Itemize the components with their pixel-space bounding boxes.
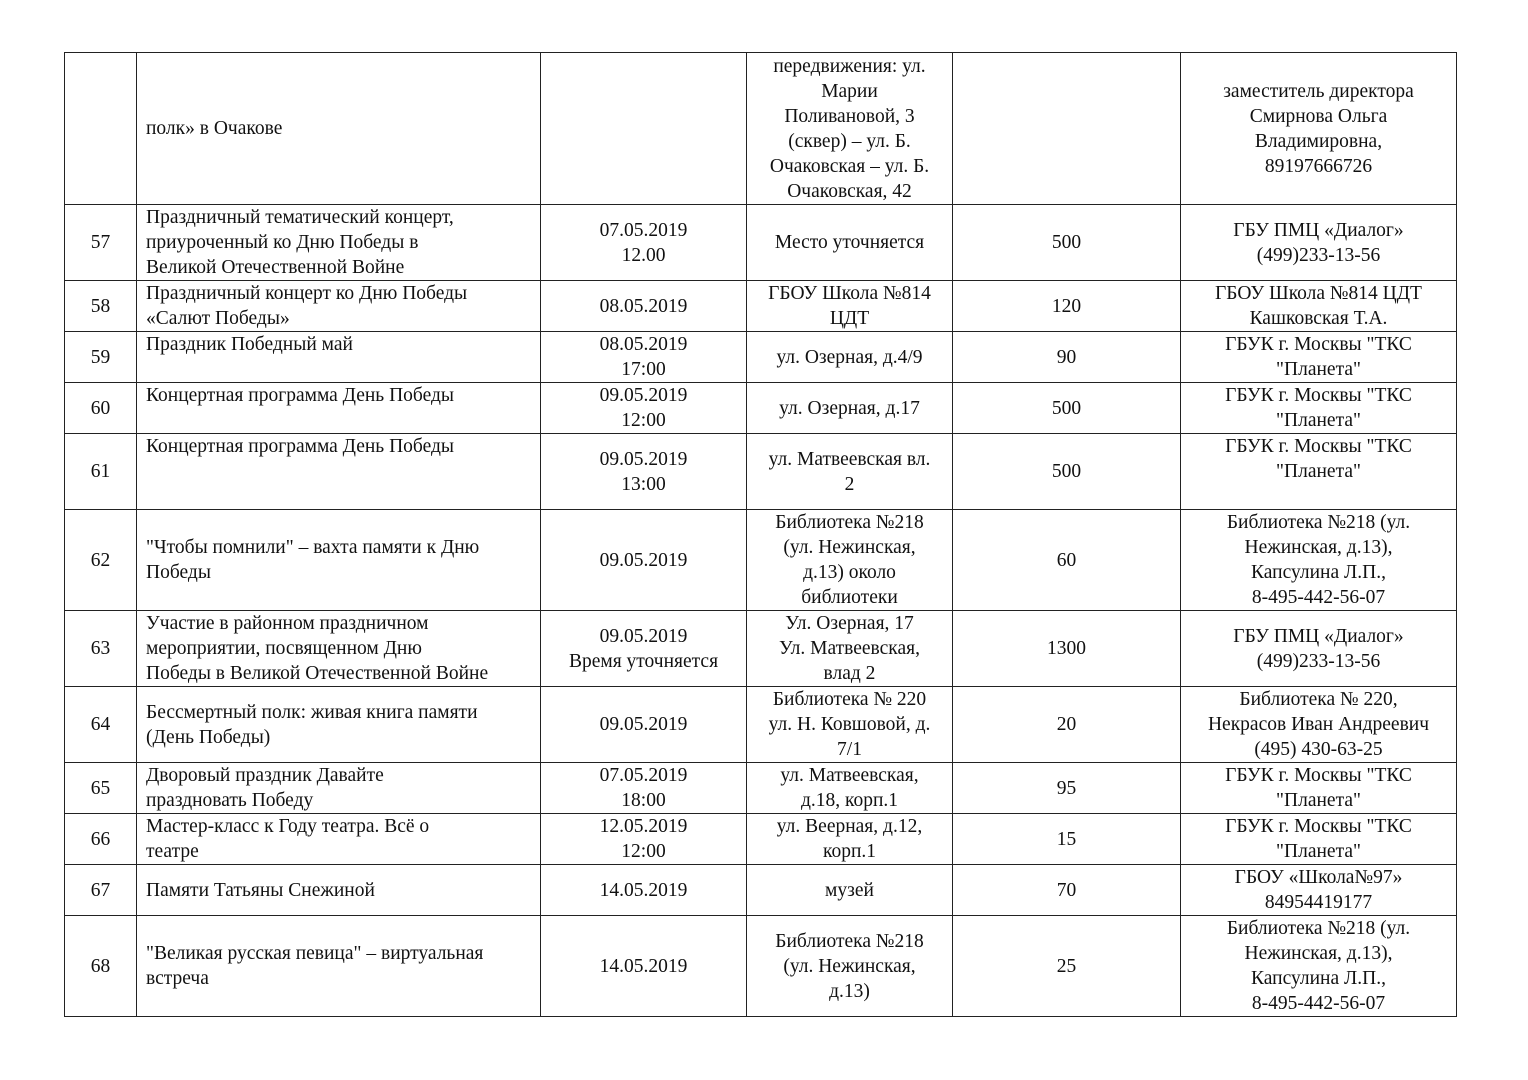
row-number-cell: 59	[65, 332, 137, 383]
table-row	[65, 281, 1457, 332]
row-number-cell: 61	[65, 434, 137, 510]
row-number-cell	[65, 53, 137, 205]
participants-count-cell: 15	[953, 814, 1181, 865]
cell-line: заместитель директора	[1223, 80, 1414, 102]
cell-line: Некрасов Иван Андреевич	[1207, 714, 1430, 735]
participants-count-cell: 120	[953, 281, 1181, 332]
cell-line: д.18, корп.1	[800, 790, 899, 811]
cell-line: 09.05.2019	[599, 549, 688, 571]
cell-line: «Салют Победы»	[146, 308, 290, 329]
cell-line: Библиотека № 220	[772, 689, 927, 710]
event-location-cell	[747, 611, 953, 687]
row-number-cell: 67	[65, 865, 137, 916]
organizer-cell	[1181, 814, 1457, 865]
cell-line: Поливановой, 3	[784, 105, 915, 127]
organizer-cell	[1181, 434, 1457, 510]
table-row	[65, 510, 1457, 611]
event-date-cell	[541, 687, 747, 763]
event-date-cell	[541, 332, 747, 383]
cell-line: "Чтобы помнили" – вахта памяти к Дню	[146, 537, 480, 558]
cell-line: 14.05.2019	[599, 879, 688, 901]
cell-line: Очаковская – ул. Б.	[769, 155, 930, 177]
event-name-cell	[137, 383, 541, 434]
cell-line: Библиотека №218 (ул.	[1226, 918, 1411, 939]
cell-line: ГБОУ Школа №814 ЦДТ	[1215, 283, 1422, 304]
cell-line: 07.05.2019	[599, 765, 688, 786]
cell-line: "Планета"	[1276, 790, 1361, 811]
row-number-cell: 57	[65, 205, 137, 281]
cell-line: 7/1	[837, 739, 862, 760]
events-table-body	[65, 53, 1457, 1017]
event-date-cell	[541, 763, 747, 814]
cell-line: ул. Озерная, д.17	[779, 397, 920, 419]
cell-line: Ул. Озерная, 17	[785, 613, 914, 634]
participants-count-cell: 95	[953, 763, 1181, 814]
event-location-cell	[747, 281, 953, 332]
row-number-cell: 62	[65, 510, 137, 611]
cell-line: Ул. Матвеевская,	[779, 638, 920, 659]
row-number-cell: 65	[65, 763, 137, 814]
cell-line: Победы	[146, 562, 211, 583]
cell-line: Бессмертный полк: живая книга памяти	[146, 701, 478, 723]
cell-line: ГБУК г. Москвы "ТКС	[1225, 816, 1412, 837]
cell-line: полк» в Очакове	[146, 118, 283, 139]
cell-line: (сквер) – ул. Б.	[788, 130, 911, 152]
cell-line: Великой Отечественной Войне	[146, 257, 405, 278]
cell-line: 08.05.2019	[599, 295, 688, 317]
event-date-cell	[541, 383, 747, 434]
cell-line: Мастер-класс к Году театра. Всё о	[146, 816, 430, 837]
table-row	[65, 383, 1457, 434]
organizer-cell	[1181, 53, 1457, 205]
participants-count-cell: 20	[953, 687, 1181, 763]
table-row	[65, 205, 1457, 281]
cell-line: (День Победы)	[146, 726, 271, 748]
event-date-cell	[541, 510, 747, 611]
event-date-cell	[541, 205, 747, 281]
cell-line: ГБУ ПМЦ «Диалог»	[1233, 219, 1404, 241]
cell-line: Библиотека № 220,	[1239, 689, 1398, 710]
cell-line: Концертная программа День Победы	[146, 436, 454, 457]
cell-line: Капсулина Л.П.,	[1251, 562, 1386, 583]
event-location-cell	[747, 763, 953, 814]
event-date-cell	[541, 814, 747, 865]
cell-line: Очаковская, 42	[787, 180, 912, 202]
row-number-cell: 58	[65, 281, 137, 332]
cell-line: Нежинская, д.13),	[1244, 537, 1393, 558]
event-name-cell	[137, 611, 541, 687]
event-location-cell	[747, 434, 953, 510]
table-row	[65, 865, 1457, 916]
organizer-cell	[1181, 916, 1457, 1017]
cell-line: Праздник Победный май	[146, 334, 353, 355]
organizer-cell	[1181, 510, 1457, 611]
cell-line: 12:00	[621, 410, 666, 431]
cell-line: 08.05.2019	[599, 334, 688, 355]
cell-line: (499)233-13-56	[1256, 244, 1381, 266]
cell-line: 09.05.2019	[599, 448, 688, 470]
table-row	[65, 916, 1457, 1017]
participants-count-cell: 60	[953, 510, 1181, 611]
cell-line: ГБУК г. Москвы "ТКС	[1225, 385, 1412, 406]
cell-line: ул. Матвеевская,	[780, 765, 919, 786]
event-date-cell	[541, 611, 747, 687]
cell-line: Праздничный тематический концерт,	[146, 207, 454, 228]
cell-line: Памяти Татьяны Снежиной	[146, 879, 375, 901]
row-number-cell: 68	[65, 916, 137, 1017]
row-number-cell: 60	[65, 383, 137, 434]
event-location-cell	[747, 510, 953, 611]
table-row	[65, 814, 1457, 865]
event-date-cell	[541, 53, 747, 205]
cell-line: ул. Веерная, д.12,	[776, 816, 923, 837]
cell-line: библиотеки	[801, 587, 898, 608]
cell-line: мероприятии, посвященном Дню	[146, 638, 422, 659]
table-row	[65, 687, 1457, 763]
event-date-cell	[541, 916, 747, 1017]
cell-line: ГБОУ Школа №814	[768, 283, 931, 304]
table-row	[65, 611, 1457, 687]
cell-line: ул. Озерная, д.4/9	[776, 346, 923, 368]
event-location-cell	[747, 865, 953, 916]
event-location-cell	[747, 687, 953, 763]
event-location-cell	[747, 53, 953, 205]
row-number-cell: 66	[65, 814, 137, 865]
cell-line: ГБУ ПМЦ «Диалог»	[1233, 625, 1404, 647]
cell-line: ЦДТ	[829, 308, 870, 329]
cell-line: Кашковская Т.А.	[1249, 308, 1388, 329]
organizer-cell	[1181, 205, 1457, 281]
cell-line: ГБУК г. Москвы "ТКС	[1225, 436, 1412, 457]
cell-line: Место уточняется	[774, 232, 925, 253]
cell-line: 18:00	[621, 790, 666, 811]
table-row	[65, 53, 1457, 205]
event-name-cell	[137, 865, 541, 916]
event-name-cell	[137, 687, 541, 763]
organizer-cell	[1181, 281, 1457, 332]
row-number-cell: 64	[65, 687, 137, 763]
cell-line: встреча	[146, 968, 209, 989]
event-location-cell	[747, 332, 953, 383]
cell-line: 2	[844, 473, 855, 495]
cell-line: Праздничный концерт ко Дню Победы	[146, 283, 468, 304]
event-name-cell	[137, 281, 541, 332]
participants-count-cell: 500	[953, 434, 1181, 510]
cell-line: 13:00	[621, 473, 666, 495]
participants-count-cell: 25	[953, 916, 1181, 1017]
event-name-cell	[137, 53, 541, 205]
organizer-cell	[1181, 332, 1457, 383]
cell-line: (ул. Нежинская,	[783, 955, 916, 977]
cell-line: 12:00	[621, 841, 666, 862]
event-date-cell	[541, 281, 747, 332]
cell-line: театре	[146, 841, 199, 862]
cell-line: 07.05.2019	[599, 219, 688, 241]
cell-line: "Планета"	[1276, 359, 1361, 380]
cell-line: "Великая русская певица" – виртуальная	[146, 943, 484, 964]
organizer-cell	[1181, 687, 1457, 763]
table-row	[65, 332, 1457, 383]
participants-count-cell: 70	[953, 865, 1181, 916]
cell-line: Участие в районном праздничном	[146, 613, 429, 634]
cell-line: 89197666726	[1264, 155, 1373, 177]
cell-line: приуроченный ко Дню Победы в	[146, 232, 419, 253]
cell-line: музей	[825, 879, 874, 901]
cell-line: Владимировна,	[1254, 130, 1383, 152]
event-name-cell	[137, 510, 541, 611]
cell-line: праздновать Победу	[146, 790, 314, 811]
cell-line: Дворовый праздник Давайте	[146, 765, 384, 786]
events-table	[64, 52, 1457, 1017]
event-date-cell	[541, 865, 747, 916]
cell-line: Смирнова Ольга	[1249, 105, 1388, 127]
cell-line: (ул. Нежинская,	[783, 537, 916, 558]
table-row	[65, 434, 1457, 510]
cell-line: Библиотека №218 (ул.	[1226, 512, 1411, 533]
cell-line: 17:00	[621, 359, 666, 380]
event-location-cell	[747, 383, 953, 434]
participants-count-cell: 1300	[953, 611, 1181, 687]
event-date-cell	[541, 434, 747, 510]
event-location-cell	[747, 916, 953, 1017]
cell-line: Марии	[821, 80, 878, 102]
participants-count-cell	[953, 53, 1181, 205]
cell-line: (495) 430-63-25	[1254, 739, 1383, 760]
cell-line: Победы в Великой Отечественной Войне	[146, 663, 489, 684]
cell-line: "Планета"	[1276, 410, 1361, 431]
organizer-cell	[1181, 383, 1457, 434]
cell-line: Нежинская, д.13),	[1244, 943, 1393, 964]
cell-line: ул. Матвеевская вл.	[768, 448, 931, 470]
event-name-cell	[137, 332, 541, 383]
cell-line: 12.05.2019	[599, 816, 688, 837]
event-name-cell	[137, 434, 541, 510]
event-name-cell	[137, 814, 541, 865]
cell-line: 84954419177	[1264, 892, 1373, 913]
cell-line: 8-495-442-56-07	[1251, 993, 1386, 1014]
cell-line: ул. Н. Ковшовой, д.	[768, 714, 931, 735]
participants-count-cell: 500	[953, 383, 1181, 434]
cell-line: влад 2	[823, 663, 876, 684]
table-row	[65, 763, 1457, 814]
cell-line: 8-495-442-56-07	[1251, 587, 1386, 608]
participants-count-cell: 90	[953, 332, 1181, 383]
cell-line: Библиотека №218	[775, 512, 924, 533]
row-number-cell: 63	[65, 611, 137, 687]
cell-line: передвижения: ул.	[773, 55, 926, 77]
cell-line: д.13) около	[803, 562, 896, 583]
cell-line: Библиотека №218	[775, 930, 924, 952]
cell-line: Концертная программа День Победы	[146, 385, 454, 406]
cell-line: 09.05.2019	[599, 714, 688, 735]
cell-line: Капсулина Л.П.,	[1251, 968, 1386, 989]
event-name-cell	[137, 763, 541, 814]
cell-line: ГБУК г. Москвы "ТКС	[1225, 765, 1412, 786]
cell-line: ГБУК г. Москвы "ТКС	[1225, 334, 1412, 355]
event-name-cell	[137, 916, 541, 1017]
event-name-cell	[137, 205, 541, 281]
cell-line: 09.05.2019	[599, 625, 688, 647]
organizer-cell	[1181, 763, 1457, 814]
participants-count-cell: 500	[953, 205, 1181, 281]
cell-line: корп.1	[822, 841, 877, 862]
cell-line: "Планета"	[1276, 841, 1361, 862]
organizer-cell	[1181, 611, 1457, 687]
event-location-cell	[747, 205, 953, 281]
cell-line: д.13)	[829, 980, 870, 1002]
cell-line: 14.05.2019	[599, 955, 688, 977]
cell-line: 12.00	[621, 244, 666, 266]
cell-line: Время уточняется	[568, 650, 719, 672]
event-location-cell	[747, 814, 953, 865]
cell-line: "Планета"	[1276, 461, 1361, 482]
cell-line: (499)233-13-56	[1256, 650, 1381, 672]
cell-line: 09.05.2019	[599, 385, 688, 406]
organizer-cell	[1181, 865, 1457, 916]
cell-line: ГБОУ «Школа№97»	[1234, 867, 1403, 888]
